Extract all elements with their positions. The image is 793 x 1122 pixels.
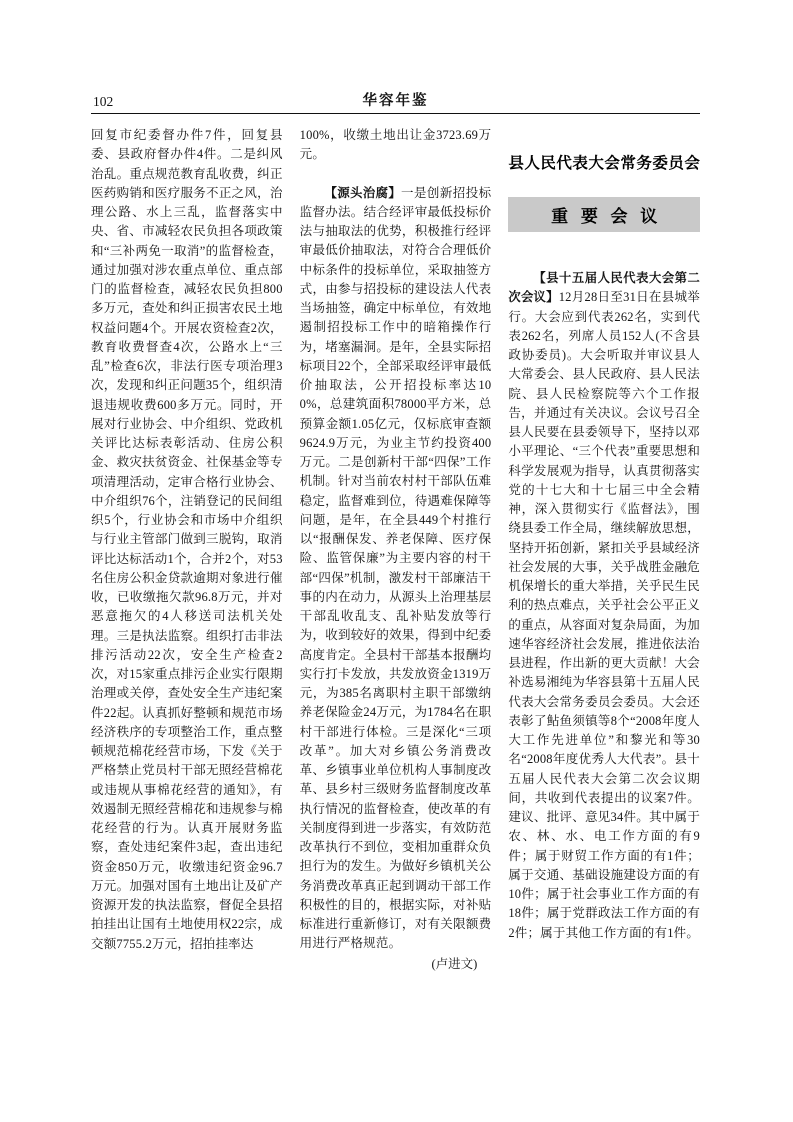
- column-1: [91, 126, 283, 1062]
- author-byline: (卢进文): [431, 956, 478, 971]
- column1-paragraph: 回复市纪委督办件7件，回复县委、县政府督办件4件。二是纠风治乱。重点规范教育乱收费，纠正医药购销和医疗服务不正之风，治理公路、水上三乱，监督落实中央、省、市减轻农民负担各项政策和“三补两免一取消”的监督检查，通过加强对涉农重点单位、重点部门的监督检查，减轻农民负担800多万元，查处和纠正损害农民土地权益问题4个。开展农资检查2次，教育收费督查4次，公路水上“三乱”检查6次，非法行医专项治理3次，发现和纠正问题35个，组织清退违规收费600多万元。同时，开展对行业协会、中介组织、党政机关评比达标表彰活动、住房公积金、救灾扶贫资金、社保基金等专项清理活动，定审合格行业协会、中介组织76个，注销登记的民间组织5个，行业协会和市场中介组织与行业主管部门做到三脱钩，取消评比达标活动1个，合并2个，对53名住房公积金贷款逾期对象进行催收，已收缴拖欠款96.8万元，并对恶意拖欠的4人移送司法机关处理。三是执法监察。组织打击非法排污活动22次，安全生产检查2次，对15家重点排污企业实行限期治理或关停，查处安全生产违纪案件22起。认真抓好整顿和规范市场经济秩序的专项整治工作，重点整顿规范棉花经营市场，下发《关于严格禁止党员村干部无照经营棉花或违规从事棉花经营的通知》，有效遏制无照经营棉花和违规参与棉花经营的行为。认真开展财务监察，查处违纪案件3起，查出违纪资金850万元，收缴违纪资金96.7万元。加强对国有土地出让及矿产资源开发的执法监察，督促全县招拍挂出让国有土地使用权22宗，成交额7755.2万元，招拍挂率达: [91, 128, 283, 951]
- column-2: [300, 126, 492, 1062]
- page-header: [91, 92, 700, 114]
- section-title-box: [508, 197, 700, 232]
- column2-continuation: 100%，收缴土地出让金3723.69万元。: [299, 128, 492, 162]
- section-title: 重 要 会 议: [551, 207, 662, 226]
- entry-body: 12月28日至31日在县城举行。大会应到代表262名，实到代表262名，列席人员152人(不含县政协委员)。大会听取并审议县人大常委会、县人民政府、县人民法院、县人民检察院等六个工作报告，并通过有关决议。会议号召全县人民要在县委领导下，坚持以邓小平理论、“三个代表”重要思想和科学发展观为指导，认真贯彻落实党的十七大和十七届三中全会精神，深入贯彻实行《监督法》，围绕县委工作全局，继续解放思想，坚持开拓创新，紧扣关乎县域经济社会发展的大事，关乎战胜金融危机保增长的重大举措，关乎民生民利的热点难点，关乎社会公平正义的重点，从容面对复杂局面，为加速华容经济社会发展，推进依法治县进程，作出新的更大贡献！大会补选易湘纯为华容县第十五届人民代表大会常务委员会委员。大会还表彰了鲇鱼须镇等8个“2008年度人大工作先进单位”和黎光和等30名“2008年度优秀人大代表”。县十五届人民代表大会第二次会议期间，共收到代表提出的议案7件。建议、批评、意见34件。其中属于农、林、水、电工作方面的有9件；属于财贸工作方面的有1件；属于交通、基础设施建设方面的有10件；属于社会事业工作方面的有18件；属于党群政法工作方面的有2件；属于其他工作方面的有1件。: [508, 290, 701, 940]
- column-3: [508, 126, 700, 1062]
- chapter-title: 县人民代表大会常务委员会: [508, 155, 701, 172]
- entry-heading-congress-session: 【县十五届人民代表大会第二次会议】: [508, 271, 701, 305]
- column3-entry: [508, 269, 700, 943]
- page-number: 102: [93, 94, 114, 109]
- entry-body: 一是创新招投标监督办法。结合经评审最低投标价法与抽取法的优势，积极推行经评审最低价抽取法，对符合合理低价中标条件的投标单位，采取抽签方式，由参与招投标的建设法人代表当场抽签，确定中标单位，有效地遏制招投标工作中的暗箱操作行为，堵塞漏洞。是年，全县实际招标项目22个，全部采取经评审最低价抽取法，公开招投标率达100%，总建筑面积78000平方米，总预算金额1.05亿元，仅标底审查额9624.9万元，为业主节约投资400万元。二是创新村干部“四保”工作机制。针对当前农村村干部队伍难稳定，监督难到位，待遇难保障等问题，是年，在全县449个村推行以“报酬保发、养老保障、医疗保险、监管保廉”为主要内容的村干部“四保”机制，激发村干部廉洁干事的内在动力，从源头上治理基层干部乱收乱支、乱补贴发放等行为，收到较好的效果，得到中纪委高度肯定。全县村干部基本报酬均实行打卡发放，共发放资金1319万元，为385名离职村主职干部缴纳养老保险金24万元，为1784名在职村干部进行体检。三是深化“三项改革”。加大对乡镇公务消费改革、乡镇事业单位机构人事制度改革、县乡村三级财务监督制度改革执行情况的监督检查，使改革的有关制度得到进一步落实，有效防范改革执行不到位，变相加重群众负担行为的发生。为做好乡镇机关公务消费改革真正起到调动干部工作积极性的目的，根据实际，对补贴标准进行重新修订，对有关限额费用进行严格规范。: [299, 185, 492, 951]
- entry-heading-source-governance: 【源头治腐】: [324, 185, 402, 200]
- column2-entry: [300, 184, 492, 954]
- page-content: [91, 126, 700, 1062]
- journal-title: 华容年鉴: [362, 93, 429, 109]
